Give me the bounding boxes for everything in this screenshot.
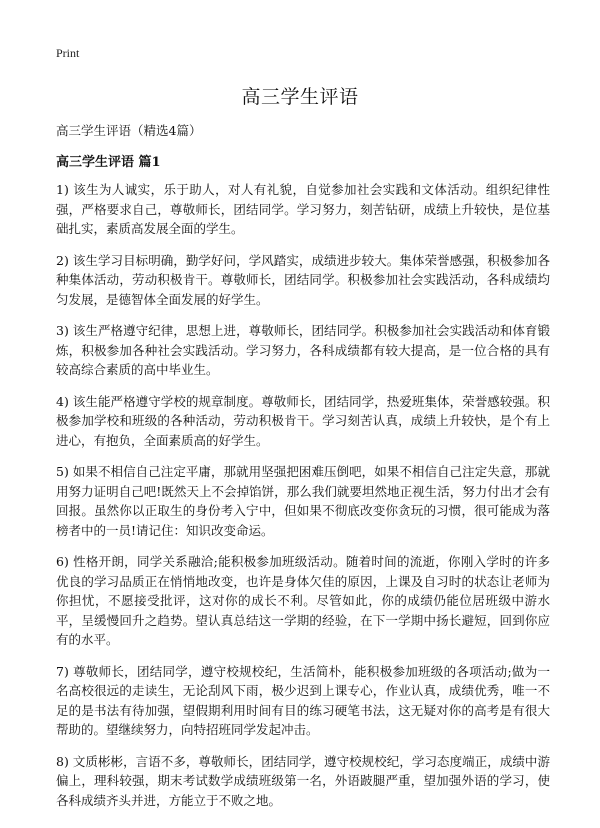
document-subtitle: 高三学生评语（精选4篇） xyxy=(56,123,202,138)
comment-paragraph-1: 1) 该生为人诚实，乐于助人，对人有礼貌，自觉参加社会实践和文体活动。组织纪律性强，严格要求自己，尊敬师长，团结同学。学习努力，刻苦钻研，成绩上升较快，是位基础扎实，素质高发展全面的学生。 xyxy=(56,182,550,236)
print-label: Print xyxy=(56,46,80,60)
comment-paragraph-8: 8) 文质彬彬，言语不多，尊敬师长，团结同学，遵守校规校纪，学习态度端正，成绩中游偏上，理科较强，期末考试数学成绩班级第一名，外语跛腿严重，望加强外语的学习，使各科成绩齐头并进，方能立于不败之地。 xyxy=(56,753,550,808)
comment-list xyxy=(56,180,550,822)
comment-paragraph-7: 7) 尊敬师长，团结同学，遵守校规校纪，生活简朴，能积极参加班级的各项活动;做为一名高校很远的走读生，无论刮风下雨，极少迟到上课专心，作业认真，成绩优秀，唯一不足的是书法有待加强，望假期利用时间有目的练习硬笔书法，这无疑对你的高考是有很大帮助的。望继续努力，向特招班同学发起冲击。 xyxy=(56,663,550,737)
comment-paragraph-3: 3) 该生严格遵守纪律，思想上进，尊敬师长，团结同学。积极参加社会实践活动和体育锻炼，积极参加各种社会实践活动。学习努力，各科成绩都有较大提高，是一位合格的具有较高综合素质的高中毕业生。 xyxy=(56,323,550,377)
comment-paragraph-4: 4) 该生能严格遵守学校的规章制度。尊敬师长，团结同学，热爱班集体，荣誉感较强。积极参加学校和班级的各种活动，劳动积极肯干。学习刻苦认真，成绩上升较快，是个有上进心，有抱负，全面素质高的好学生。 xyxy=(56,393,550,448)
comment-paragraph-6: 6) 性格开朗，同学关系融洽;能积极参加班级活动。随着时间的流逝，你刚入学时的许多优良的学习品质正在悄悄地改变，也许是身体欠佳的原因，上课及自习时的状态让老师为你担忧，不愿接受批评，这对你的成长不利。尽管如此，你的成绩仍能位居班级中游水平，呈缓慢回升之趋势。望认真总结这一学期的经验，在下一学期中扬长避短，回到你应有的水平。 xyxy=(56,554,550,647)
comment-paragraph-2: 2) 该生学习目标明确，勤学好问，学风踏实，成绩进步较大。集体荣誉感强，积极参加各种集体活动，劳动积极肯干。尊敬师长，团结同学。积极参加社会实践活动，各科成绩均匀发展，是德智体全面发展的好学生。 xyxy=(56,252,550,307)
comment-paragraph-5: 5) 如果不相信自己注定平庸，那就用坚强把困难压倒吧，如果不相信自己注定失意，那就用努力证明自己吧!既然天上不会掉馅饼，那么我们就要坦然地正视生活，努力付出才会有回报。虽然你以正取生的身份考入宁中，但如果不彻底改变你贪玩的习惯，很可能成为落榜者中的一员!请记住：知识改变命运。 xyxy=(56,464,550,538)
page-title: 高三学生评语 xyxy=(241,86,359,108)
section-heading: 高三学生评语 篇1 xyxy=(56,155,161,170)
